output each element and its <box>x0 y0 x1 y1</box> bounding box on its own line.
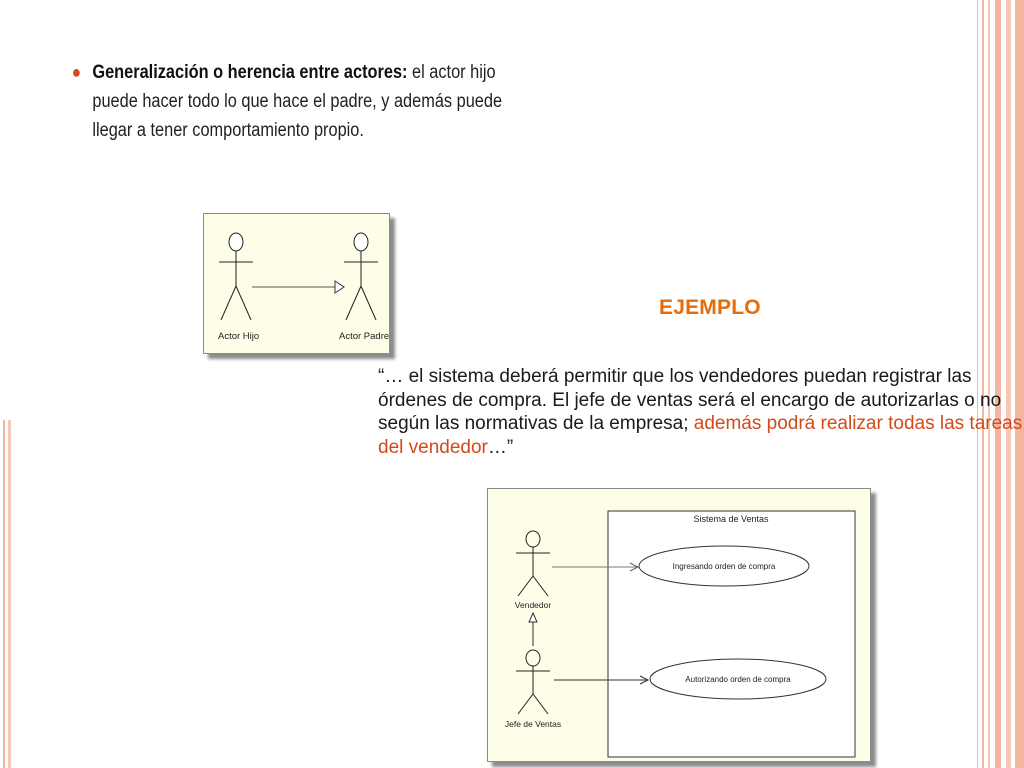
parent-actor-label: Actor Padre <box>339 331 389 342</box>
system-label: Sistema de Ventas <box>693 514 769 524</box>
example-heading: EJEMPLO <box>659 296 761 319</box>
bullet-icon: ● <box>71 62 82 82</box>
usecase-ingresando-label: Ingresando orden de compra <box>672 562 776 571</box>
jefe-label: Jefe de Ventas <box>504 719 562 729</box>
example-quote <box>378 365 1024 459</box>
child-actor-icon <box>219 233 253 320</box>
vendedor-actor-icon <box>516 531 550 596</box>
usecase-autorizando-label: Autorizando orden de compra <box>685 675 791 684</box>
use-case-diagram <box>487 488 871 762</box>
bullet-paragraph <box>70 58 517 145</box>
bullet-text <box>70 58 517 145</box>
jefe-actor-icon <box>516 650 550 714</box>
left-border-decoration <box>0 420 12 768</box>
inheritance-arrowhead-icon <box>529 613 537 622</box>
generalization-arrowhead-icon <box>335 281 344 293</box>
parent-actor-icon <box>344 233 378 320</box>
vendedor-label: Vendedor <box>514 600 552 610</box>
quote-highlight: además podrá realizar todas las tareas del vendedor <box>378 413 1023 458</box>
actor-generalization-diagram <box>203 213 390 354</box>
quote-part-1: “… el sistema deberá permitir que los vendedores puedan registrar las órdenes de compra. El jefe de ventas será el encargo de autorizarlas o no según las normativas de la empresa; <box>378 366 1002 434</box>
bullet-description: el actor hijo puede hacer todo lo que hace el padre, y además puede llegar a tener comportamiento propio. <box>92 62 503 141</box>
bullet-bold-term: Generalización o herencia entre actores: <box>92 62 408 83</box>
quote-part-2: …” <box>487 436 514 458</box>
child-actor-label: Actor Hijo <box>218 331 260 342</box>
generalization-svg <box>204 214 389 353</box>
use-case-svg <box>488 489 870 761</box>
